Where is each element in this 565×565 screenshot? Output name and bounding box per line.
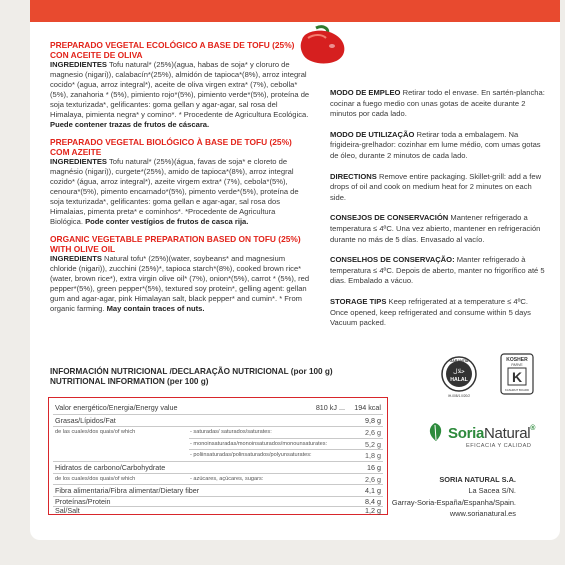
nutrition-title: INFORMACIÓN NUTRICIONAL /DECLARAÇÃO NUTRICIONAL (por 100 g) NUTRITIONAL INFORMATION (per 100 g) [50, 367, 333, 386]
product-en [50, 234, 310, 314]
divider [53, 473, 383, 474]
product-pt [50, 137, 310, 227]
ingredients-column [50, 40, 310, 321]
ingredients-text: INGREDIENTES Tofu natural* (25%)(água, favas de soja* e cloreto de magnésio (nigari)), curgete*(25%), amido de tapioca*(8%), arroz integral cozido* (água, arroz integral*), azeite virgem extra* (7%), cebola*(5%), cenoura*(5%), pimento encarnado*(5%), pimento verde*(5%), proteína de soja texturizada*, gelificantes: goma gellan e agar-agar, sal rosa dos Himalaias, pimenta preta* e cominhos*. *Procedente de Agricultura Biológica. Pode conter vestígios de frutos de casca rija. [50, 157, 299, 226]
halal-code: IH-008/1.0/20/2 [448, 394, 470, 398]
divider [189, 438, 383, 439]
divider [53, 414, 383, 415]
divider [53, 461, 383, 462]
instruction-block: DIRECTIONS Remove entire packaging. Skillet-grill: add a few drops of oil and cook on medium heat for 2 minutes on each side. [330, 171, 542, 202]
leaf-logo-icon [424, 421, 446, 443]
nutrition-table: Valor energético/Energia/Energy value 810 kJ ... 194 kcal Grasas/Lípidos/Fat 9,8 g de las cuales/dos quais/of which - saturadas/ saturados/saturates: 2,6 g - monoinsaturadas/monoinsaturados/monounsaturates: 5,2 g - poliinsaturadas/polinsaturados/polyunsaturates: 1,8 g Hidratos de carbono/Carbohydrate 16 g de los cuales/dos quais/of which - azúcares, açúcares, sugars: 2,6 g Fibra alimentaria/Fibra alimentar/Dietary fiber 4,1 g Proteínas/Protein 8,4 g Sal/Salt 1,2 g [48, 397, 388, 515]
product-es [50, 40, 310, 130]
product-label [30, 0, 560, 540]
divider [53, 426, 383, 427]
instruction-block: CONSEJOS DE CONSERVACIÓN Mantener refrigerado a temperatura ≤ 4ºC. Una vez abierto, mantener en refrigeración durante no más de 5 días. Envasado al vacío. [330, 213, 541, 244]
ingredients-text: INGREDIENTS Natural tofu* (25%)(water, soybeans* and magnesium chloride (nigari)), zucchini (25%)*, tapioca starch*(8%), cooked brown rice* (water, brown rice*), extra virgin olive oil* (7%), onion*(5%), carrot * (5%), red pepper*(5%), green pepper*(5%), textured soy protein*, gelling agent: gellan gum and agar-agar, pink Himalayan salt, black pepper* and cumin*. * From organic farming. May contain traces of nuts. [50, 254, 310, 313]
brand-name: SoriaNatural® [448, 425, 536, 442]
divider [189, 449, 383, 450]
divider [53, 506, 383, 507]
top-color-band [30, 0, 560, 22]
divider [53, 484, 383, 485]
brand-logo [430, 425, 560, 449]
kosher-parve: PARVE [511, 363, 523, 367]
product-heading: PREPARADO VEGETAL ECOLÓGICO A BASE DE TOFU (25%) CON ACEITE DE OLIVA [50, 40, 295, 60]
instruction-block: MODO DE EMPLEO Retirar todo el envase. En sartén-plancha: cocinar a fuego medio con unas gotas de aceite durante 2 minutos por cada lado. [330, 88, 545, 119]
halal-top-text: GARANTÍA [449, 359, 469, 363]
kosher-certification-icon [500, 353, 534, 395]
instruction-block: STORAGE TIPS Keep refrigerated at a temperature ≤ 4ºC. Once opened, keep refrigerated and consume within 5 days Vacuum packed. [330, 296, 531, 328]
brand-tagline: EFICACIA Y CALIDAD [466, 443, 532, 449]
instruction-block: CONSELHOS DE CONSERVAÇÃO: Manter refrigerado à temperatura ≤ 4ºC. Depois de aberto, manter no frigorífico até 5 dias. Embalado a vácuo. [330, 255, 545, 286]
halal-script: حلال [453, 368, 465, 375]
kosher-board: KASHRUT BOARD [504, 388, 530, 392]
kosher-k: K [511, 369, 523, 385]
halal-label: HALAL [450, 377, 468, 383]
product-heading: ORGANIC VEGETABLE PREPARATION BASED ON TOFU (25%) WITH OLIVE OIL [50, 234, 301, 254]
company-address: SORIA NATURAL S.A. La Sacea S/N. Garray-Soria-España/Espanha/Spain. www.sorianatural.es [391, 475, 516, 519]
instructions-column [330, 88, 545, 339]
kosher-label: KOSHER [506, 357, 528, 363]
ingredients-text: INGREDIENTES Tofu natural* (25%)(agua, habas de soja* y cloruro de magnesio (nigari)), calabacín*(25%), almidón de tapioca*(8%), arroz integral cocido* (agua, arroz integral*), aceite de oliva virgen extra* (7%), cebolla*(5%), zanahoria * (5%), pimiento rojo*(5%), pimiento verde*(5%), proteína de soja texturizada*, gelificantes: goma gellan y agar-agar, sal rosa del Himalaya, pimienta negra* y comino*. * Procedente de Agricultura Ecológica. Puede contener trazas de frutos de cáscara. [50, 60, 310, 129]
instruction-block: MODO DE UTILIZAÇÃO Retirar toda a embalagem. Na frigideira-grelhador: cozinhar em lume médio, com umas gotas de óleo, durante 2 minutos de cada lado. [330, 129, 541, 160]
product-heading: PREPARADO VEGETAL BIOLÓGICO À BASE DE TOFU (25%) COM AZEITE [50, 137, 292, 157]
halal-certification-icon [438, 354, 480, 400]
